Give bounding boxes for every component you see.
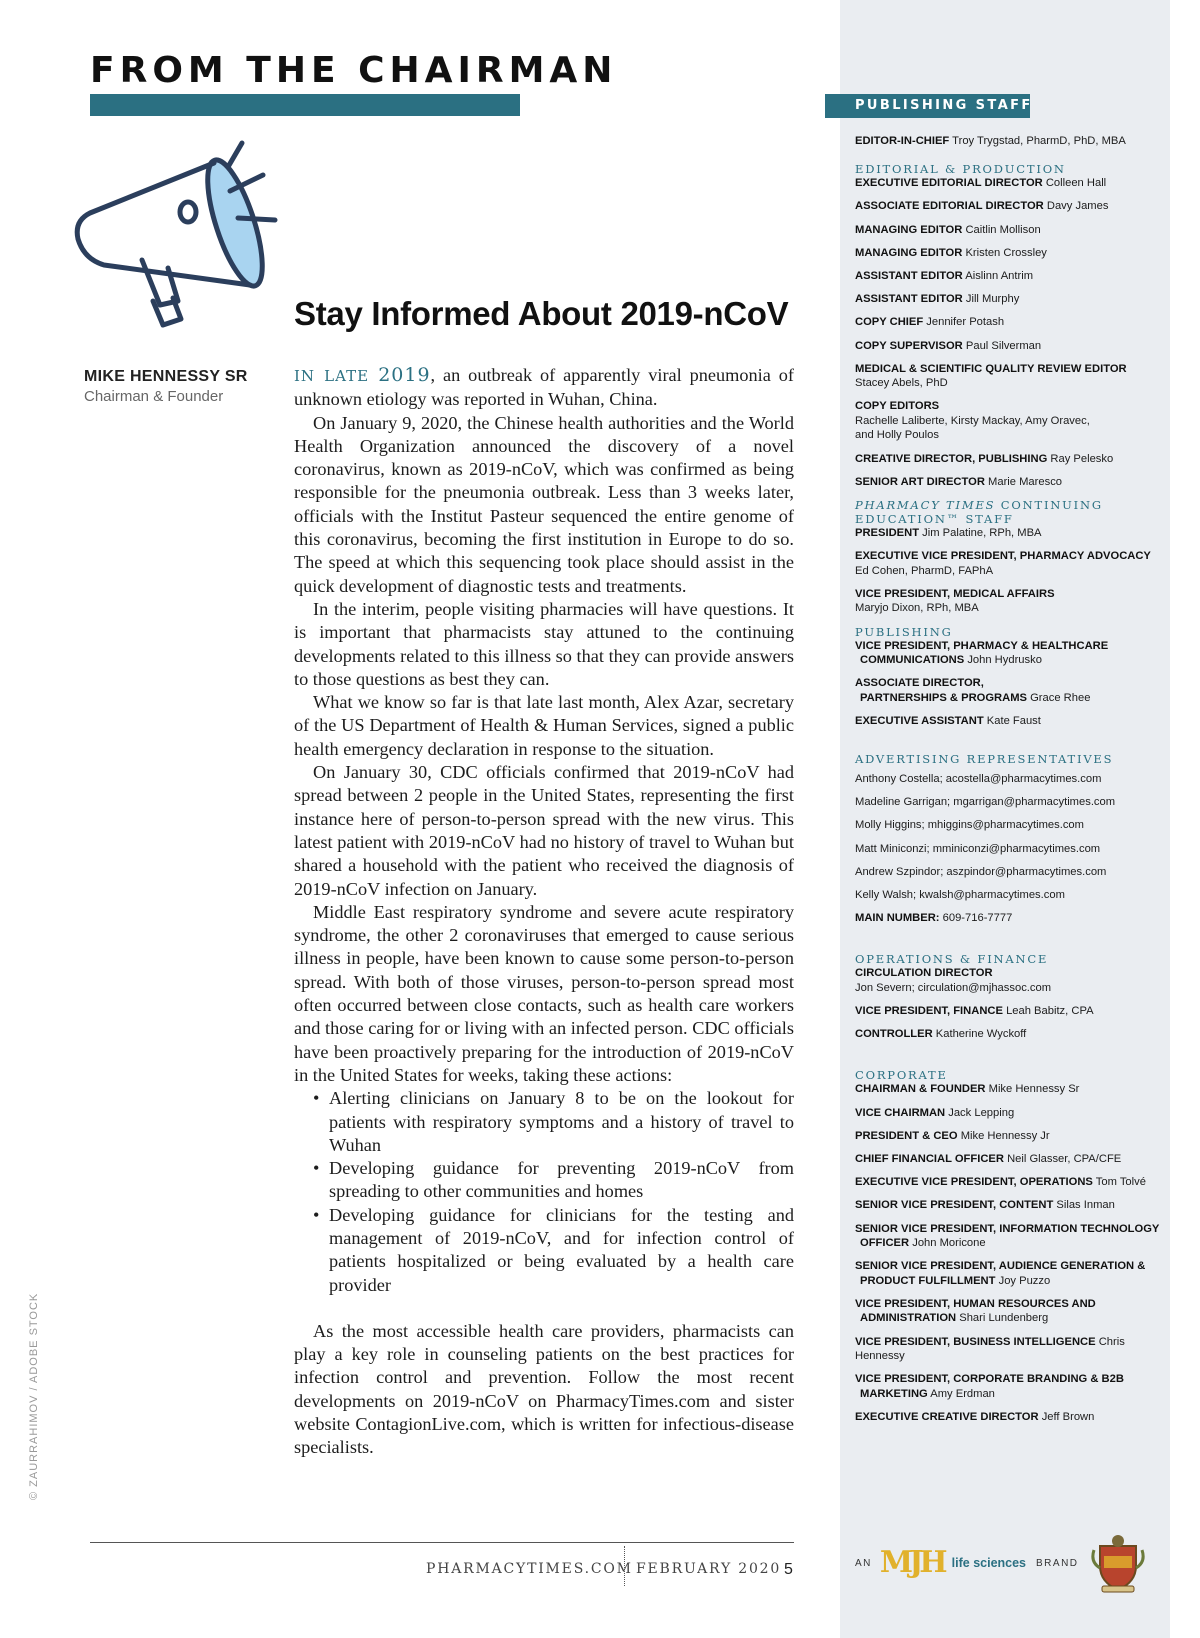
action-list [313, 1087, 794, 1297]
staff-name: John Hydrusko [967, 654, 1042, 666]
staff-name: John Moricone [912, 1237, 986, 1250]
staff-entry [855, 399, 1165, 443]
staff-entry [855, 966, 1165, 995]
staff-name: Caitlin Mollison [965, 223, 1041, 236]
lead-in [294, 364, 431, 386]
staff-entry [855, 1129, 1165, 1144]
mjh-logo: MJH [879, 1545, 944, 1580]
main-number [855, 911, 1165, 926]
staff-entry [855, 199, 1165, 214]
staff-entry [855, 134, 1165, 149]
section-heading-publishing: PUBLISHING [855, 624, 953, 639]
staff-role: ASSOCIATE DIRECTOR, [855, 677, 984, 690]
list-item: • Developing guidance for clinicians for the testing and management of 2019-nCoV, and for infection control of patients hospitalized or being evaluated by a health care provider [313, 1204, 794, 1297]
section-title: FROM THE CHAIRMAN [90, 50, 618, 91]
staff-name: Colleen Hall [1045, 177, 1107, 190]
staff-role: ASSOCIATE EDITORIAL DIRECTOR [855, 200, 1044, 213]
staff-entry [855, 362, 1165, 391]
ce-heading-rest: CONTINUING EDUCATION™ STAFF [855, 497, 1103, 526]
staff-name: Neil Glasser, CPA/CFE [1007, 1153, 1122, 1165]
staff-role: COPY EDITORS [855, 400, 940, 413]
staff-name: Aislinn Antrim [965, 269, 1034, 282]
staff-entry [855, 223, 1165, 238]
staff-entry [855, 587, 1165, 616]
section-heading-ce [855, 498, 1165, 526]
section-heading-corporate: CORPORATE [855, 1068, 948, 1083]
staff-role: MARKETING [860, 1387, 928, 1400]
mjh-brand [855, 1545, 1079, 1580]
lead-in-year: 2019 [378, 364, 431, 386]
main-number-value: 609-716-7777 [942, 912, 1013, 925]
list-item: • Developing guidance for preventing 2019-nCoV from spreading to other communities and homes [313, 1157, 794, 1204]
staff-entry [855, 1152, 1165, 1167]
ad-rep: Molly Higgins; mhiggins@pharmacytimes.com [855, 819, 1084, 832]
title-rule [90, 94, 520, 116]
staff-role: OFFICER [860, 1237, 910, 1250]
paragraph: Middle East respiratory syndrome and severe acute respiratory syndrome, the other 2 coronaviruses that emerged to cause serious illness in people, have been known to cause some person-to-person spread. With both of those viruses, person-to-person spread most often occurred between close contacts, such as health care workers and those caring for or living with an infected person. CDC officials have been proactively preparing for the introduction of 2019-nCoV in the United States for weeks, taking these actions: [294, 901, 794, 1085]
footer-divider [624, 1546, 625, 1586]
staff-entry [855, 714, 1165, 729]
megaphone-icon [60, 135, 300, 350]
staff-name: Ray Pelesko [1050, 452, 1114, 465]
staff-entry [855, 339, 1165, 354]
staff-name: Troy Trygstad, PharmD, PhD, MBA [952, 135, 1126, 147]
staff-entry [855, 1004, 1165, 1019]
article-title: Stay Informed About 2019-nCoV [294, 295, 789, 332]
staff-name: Rachelle Laliberte, Kirsty Mackay, Amy Oravec, [855, 414, 1090, 427]
staff-role: VICE PRESIDENT, BUSINESS INTELLIGENCE [855, 1335, 1096, 1348]
list-item: • Alerting clinicians on January 8 to be on the lookout for patients with respiratory symptoms and a history of travel to Wuhan [313, 1087, 794, 1157]
lead-in-words: IN LATE [294, 367, 370, 385]
staff-name: Silas Inman [1056, 1199, 1115, 1212]
ad-rep: Madeline Garrigan; mgarrigan@pharmacytimes.com [855, 796, 1116, 809]
ad-rep: Anthony Costella; acostella@pharmacytimes.com [855, 773, 1102, 786]
staff-role: PRODUCT FULFILLMENT [860, 1274, 996, 1287]
staff-name: Kristen Crossley [965, 246, 1047, 259]
staff-role: VICE CHAIRMAN [855, 1106, 946, 1119]
staff-role: EXECUTIVE ASSISTANT [855, 714, 984, 727]
staff-entry [855, 1335, 1165, 1364]
staff-name: Jack Lepping [948, 1106, 1015, 1119]
staff-list [855, 134, 1165, 1433]
staff-role: VICE PRESIDENT, FINANCE [855, 1005, 1003, 1018]
staff-role: EXECUTIVE VICE PRESIDENT, PHARMACY ADVOCACY [855, 550, 1151, 563]
staff-name: Paul Silverman [965, 339, 1042, 352]
article-body [294, 364, 794, 1460]
closing-paragraph: As the most accessible health care providers, pharmacists can play a key role in counseling patients on the best practices for infection control and prevention. Follow the most recent developments on 2019-nCoV on PharmacyTimes.com and sister website ContagionLive.com, which is written for infectious-disease specialists. [294, 1320, 794, 1458]
staff-entry [855, 1027, 1165, 1042]
staff-name: Joy Puzzo [998, 1274, 1051, 1287]
staff-name: Kate Faust [986, 714, 1041, 727]
footer-date: FEBRUARY 2020 [636, 1561, 782, 1577]
photo-credit: © ZAURRAHIMOV / ADOBE STOCK [28, 1292, 40, 1500]
staff-name: and Holly Poulos [855, 429, 939, 442]
staff-entry [855, 1082, 1165, 1097]
staff-name: Jennifer Potash [926, 316, 1005, 329]
author-role: Chairman & Founder [84, 388, 224, 405]
staff-entry [855, 269, 1165, 284]
staff-name: Davy James [1046, 200, 1109, 213]
staff-role: MANAGING EDITOR [855, 223, 963, 236]
staff-entry [855, 452, 1165, 467]
staff-role: EXECUTIVE EDITORIAL DIRECTOR [855, 177, 1043, 190]
staff-role: EDITOR-IN-CHIEF [855, 135, 950, 147]
staff-tab: PUBLISHING STAFF [825, 94, 1030, 118]
staff-name: Jim Palatine, RPh, MBA [922, 526, 1042, 539]
author-byline [84, 368, 248, 405]
staff-name: Chris Hennessy [855, 1335, 1125, 1363]
staff-name: Jeff Brown [1041, 1411, 1095, 1423]
paragraph: What we know so far is that late last month, Alex Azar, secretary of the US Department of Health & Human Services, signed a public health emergency declaration in response to the situation. [294, 692, 794, 759]
staff-role: COMMUNICATIONS [860, 654, 965, 666]
staff-role: ASSISTANT EDITOR [855, 269, 963, 282]
staff-role: CHIEF FINANCIAL OFFICER [855, 1153, 1004, 1165]
staff-name: Shari Lundenberg [959, 1312, 1049, 1325]
staff-role: ASSISTANT EDITOR [855, 293, 963, 306]
staff-role: VICE PRESIDENT, HUMAN RESOURCES AND [855, 1297, 1096, 1310]
staff-entry [855, 526, 1165, 541]
footer-rule [90, 1542, 794, 1543]
lead-rest: , an outbreak of apparently viral pneumonia of unknown etiology was reported in Wuhan, China. [294, 365, 794, 410]
staff-name: Tom Tolvé [1095, 1176, 1146, 1189]
ce-heading-italic: PHARMACY TIMES [855, 497, 996, 512]
staff-entry [855, 1297, 1165, 1326]
staff-name: Grace Rhee [1030, 691, 1091, 704]
staff-name: Marie Maresco [988, 475, 1063, 488]
staff-name: Jill Murphy [965, 293, 1020, 306]
staff-name: Jon Severn; circulation@mjhassoc.com [855, 981, 1052, 994]
staff-entry [855, 1259, 1165, 1288]
paragraph: On January 9, 2020, the Chinese health authorities and the World Health Organization announced the discovery of a novel coronavirus, known as 2019-nCoV, which was confirmed as being responsible for the pneumonia outbreak. Less than 3 weeks later, officials with the Institut Pasteur sequenced the entire genome of this coronavirus, becoming the first institution in Europe to do so. The speed at which this sequencing took place should assist in the quick development of diagnostic tests and treatments. [294, 412, 794, 596]
lead-paragraph [294, 364, 794, 412]
staff-entry [855, 246, 1165, 261]
paragraph: On January 30, CDC officials confirmed that 2019-nCoV had spread between 2 people in the United States, representing the first instance here of person-to-person spread with the new virus. This latest patient with 2019-nCoV had no history of travel to Wuhan but shared a household with the patient who received the diagnosis of 2019-nCoV infection on January. [294, 762, 794, 899]
section-heading-operations: OPERATIONS & FINANCE [855, 952, 1049, 967]
staff-role: EXECUTIVE CREATIVE DIRECTOR [855, 1411, 1039, 1423]
staff-name: Mike Hennessy Sr [988, 1083, 1080, 1096]
staff-role: SENIOR VICE PRESIDENT, CONTENT [855, 1199, 1054, 1212]
staff-entry [855, 1198, 1165, 1213]
staff-role: VICE PRESIDENT, CORPORATE BRANDING & B2B [855, 1373, 1124, 1386]
staff-role: CHAIRMAN & FOUNDER [855, 1083, 986, 1096]
paragraph: In the interim, people visiting pharmacies will have questions. It is important that pharmacists stay attuned to the continuing developments related to this illness so that they can provide answers to those questions as best they can. [294, 598, 794, 689]
main-number-label: MAIN NUMBER: [855, 912, 940, 925]
staff-entry [855, 549, 1165, 578]
staff-entry [855, 315, 1165, 330]
staff-role: CONTROLLER [855, 1028, 933, 1041]
staff-entry [855, 1175, 1165, 1190]
staff-name: Ed Cohen, PharmD, FAPhA [855, 564, 994, 577]
staff-role: CIRCULATION DIRECTOR [855, 967, 993, 980]
staff-entry [855, 1222, 1165, 1251]
staff-name: Stacey Abels, PhD [855, 377, 948, 390]
staff-role: COPY SUPERVISOR [855, 339, 963, 352]
staff-name: Leah Babitz, CPA [1006, 1005, 1094, 1018]
staff-role: PRESIDENT & CEO [855, 1129, 958, 1142]
staff-entry [855, 1372, 1165, 1401]
staff-name: Maryjo Dixon, RPh, MBA [855, 602, 979, 615]
staff-name: Mike Hennessy Jr [960, 1129, 1050, 1142]
author-name: MIKE HENNESSY SR [84, 368, 248, 385]
footer-site: PHARMACYTIMES.COM [426, 1561, 633, 1577]
ad-rep: Matt Miniconzi; mminiconzi@pharmacytimes.com [855, 842, 1101, 855]
staff-role: SENIOR VICE PRESIDENT, INFORMATION TECHNOLOGY [855, 1222, 1160, 1235]
staff-role: MANAGING EDITOR [855, 246, 963, 259]
staff-role: VICE PRESIDENT, MEDICAL AFFAIRS [855, 587, 1055, 600]
staff-role: SENIOR VICE PRESIDENT, AUDIENCE GENERATION & [855, 1260, 1146, 1273]
staff-role: ADMINISTRATION [860, 1312, 957, 1325]
section-heading-editorial: EDITORIAL & PRODUCTION [855, 162, 1066, 177]
staff-role: SENIOR ART DIRECTOR [855, 475, 985, 488]
staff-entry [855, 292, 1165, 307]
ad-rep: Kelly Walsh; kwalsh@pharmacytimes.com [855, 889, 1065, 901]
brand-prefix: AN [855, 1557, 872, 1569]
ad-rep: Andrew Szpindor; aszpindor@pharmacytimes.com [855, 865, 1107, 878]
staff-entry [855, 676, 1165, 705]
staff-role: COPY CHIEF [855, 316, 924, 329]
staff-entry [855, 639, 1165, 668]
staff-role: PARTNERSHIPS & PROGRAMS [860, 691, 1027, 704]
staff-role: PRESIDENT [855, 526, 920, 539]
staff-entry [855, 1106, 1165, 1121]
staff-entry [855, 1410, 1165, 1425]
brand-suffix: BRAND [1036, 1557, 1079, 1569]
crest-icon [1090, 1532, 1146, 1594]
staff-role: EXECUTIVE VICE PRESIDENT, OPERATIONS [855, 1176, 1093, 1189]
staff-role: MEDICAL & SCIENTIFIC QUALITY REVIEW EDITOR [855, 362, 1127, 375]
staff-role: CREATIVE DIRECTOR, PUBLISHING [855, 452, 1048, 465]
staff-name: Katherine Wyckoff [935, 1028, 1027, 1041]
staff-role: VICE PRESIDENT, PHARMACY & HEALTHCARE [855, 639, 1109, 652]
staff-name: Amy Erdman [930, 1387, 995, 1400]
staff-entry [855, 475, 1165, 490]
page-number: 5 [784, 1561, 793, 1578]
section-heading-advertising: ADVERTISING REPRESENTATIVES [855, 752, 1114, 767]
staff-entry [855, 176, 1165, 191]
brand-life-sciences: life sciences [951, 1556, 1027, 1570]
